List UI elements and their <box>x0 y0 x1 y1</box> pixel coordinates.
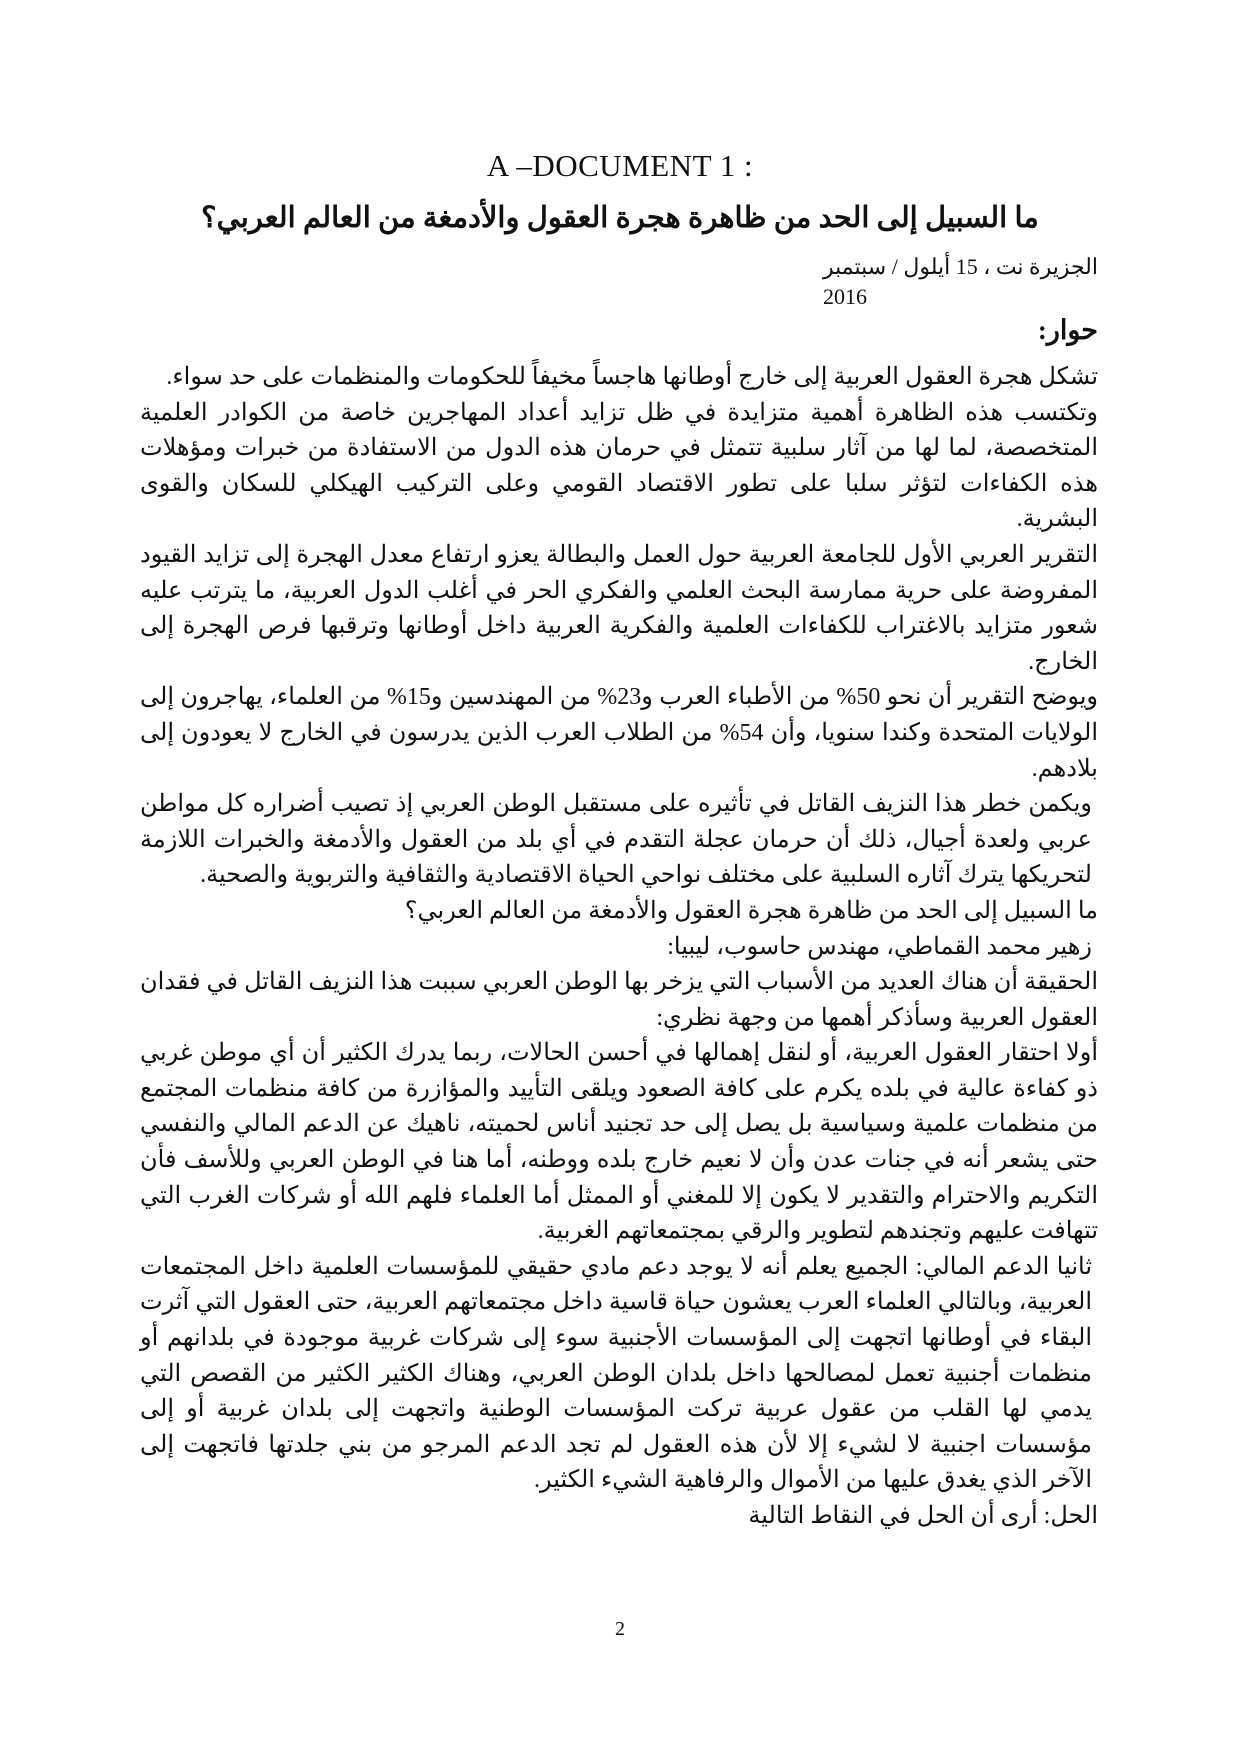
article-title: ما السبيل إلى الحد من ظاهرة هجرة العقول والأدمغة من العالم العربي؟ <box>201 202 1039 234</box>
source-publisher: الجزيرة نت ، 15 أيلول / سبتمبر <box>823 254 1098 279</box>
paragraph-4: ويوضح التقرير أن نحو 50% من الأطباء العرب و23% من المهندسين و15% من العلماء، يهاجرون إلى الولايات المتحدة وكندا سنويا، وأن 54% من الطلاب العرب الذين يدرسون في الخارج لا يعودون إلى بلادهم. <box>140 684 1099 782</box>
paragraph-1: تشكل هجرة العقول العربية إلى خارج أوطانها هاجساً مخيفاً للحكومات والمنظمات على حد سواء. <box>166 364 1098 390</box>
document-heading: A –DOCUMENT 1 : <box>486 148 754 183</box>
paragraph-reason-1: أولا احتقار العقول العربية، أو لنقل إهمالها في أحسن الحالات، ربما يدرك الكثير أن أي موطن غربي ذو كفاءة عالية في بلده يكرم على كافة الصعود ويلقى التأييد والمؤازرة من كافة منظمات المجتمع من منظمات علمية وسياسية بل يصل إلى حد تجنيد أناس لحميته، ناهيك عن الدعم المالي والنفسي حتى يشعر أنه في جنات عدن وأن لا نعيم خارج بلده ووطنه، أما هنا في الوطن العربي وللأسف فأن التكريم والاحترام والتقدير لا يكون إلا للمغني أو الممثل أما العلماء فلهم الله أو شركات الغرب التي تتهافت عليهم وتجندهم لتطوير والرقي بمجتمعاتهم الغربية. <box>140 1040 1098 1245</box>
paragraph-intro-reasons: الحقيقة أن هناك العديد من الأسباب التي يزخر بها الوطن العربي سببت هذا النزيف القاتل في فقدان العقول العربية وسأذكر أهمها من وجهة نظري: <box>140 969 1098 1031</box>
paragraph-author: زهير محمد القماطي، مهندس حاسوب، ليبيا: <box>667 933 1092 960</box>
paragraph-question: ما السبيل إلى الحد من ظاهرة هجرة العقول والأدمغة من العالم العربي؟ <box>404 897 1098 924</box>
paragraph-5: ويكمن خطر هذا النزيف القاتل في تأثيره على مستقبل الوطن العربي إذ تصيب أضراره كل مواطن عربي ولعدة أجيال، ذلك أن حرمان عجلة التقدم في أي بلد من العقول والأدمغة والخبرات اللازمة لتحريكها يترك آثاره السلبية على مختلف نواحي الحياة الاقتصادية والثقافية والتربوية والصحية. <box>140 791 1092 889</box>
source-text <box>823 252 1098 312</box>
paragraph-reason-2: ثانيا الدعم المالي: الجميع يعلم أنه لا يوجد دعم مادي حقيقي للمؤسسات العلمية داخل المجتمعات العربية، وبالتالي العلماء العرب يعشون حياة قاسية داخل مجتمعاتهم العربية، حتى العقول التي آثرت البقاء في أوطانها اتجهت إلى المؤسسات الأجنبية سوء إلى شركات غربية موجودة في بلدانهم أو منظمات أجنبية تعمل لمصالحها داخل بلدان الوطن العربي، وهناك الكثير الكثير من القصص التي يدمي لها القلب من عقول عربية تركت المؤسسات الوطنية واتجهت إلى بلدان غربية أو إلى مؤسسات اجنبية لا لشيء إلا لأن هذه العقول لم تجد الدعم المرجو من بني جلدتها فاتجهت إلى الآخر الذي يغدق عليها من الأموال والرفاهية الشيء الكثير. <box>140 1253 1092 1494</box>
page-number: 2 <box>615 1618 625 1640</box>
source-year: 2016 <box>823 284 868 309</box>
paragraph-3: التقرير العربي الأول للجامعة العربية حول العمل والبطالة يعزو ارتفاع معدل الهجرة إلى تزايد القيود المفروضة على حرية ممارسة البحث العلمي والفكري الحر في أغلب الدول العربية، ما يترتب عليه شعور متزايد بالاغتراب للكفاءات العلمية والفكرية العربية داخل أوطانها وترقبها فرص الهجرة إلى الخارج. <box>140 541 1098 675</box>
source-line <box>823 252 1098 312</box>
article-body <box>140 360 1098 1535</box>
section-heading: حوار: <box>1037 315 1098 345</box>
paragraph-2: وتكتسب هذه الظاهرة أهمية متزايدة في ظل تزايد أعداد المهاجرين خاصة من الكوادر العلمية المتخصصة، لما لها من آثار سلبية تتمثل في حرمان هذه الدول من الاستفادة من خبرات ومؤهلات هذه الكفاءات لتؤثر سلبا على تطور الاقتصاد القومي وعلى التركيب الهيكلي للسكان والقوى البشرية. <box>140 399 1098 533</box>
paragraph-solution: الحل: أرى أن الحل في النقاط التالية <box>748 1503 1098 1529</box>
